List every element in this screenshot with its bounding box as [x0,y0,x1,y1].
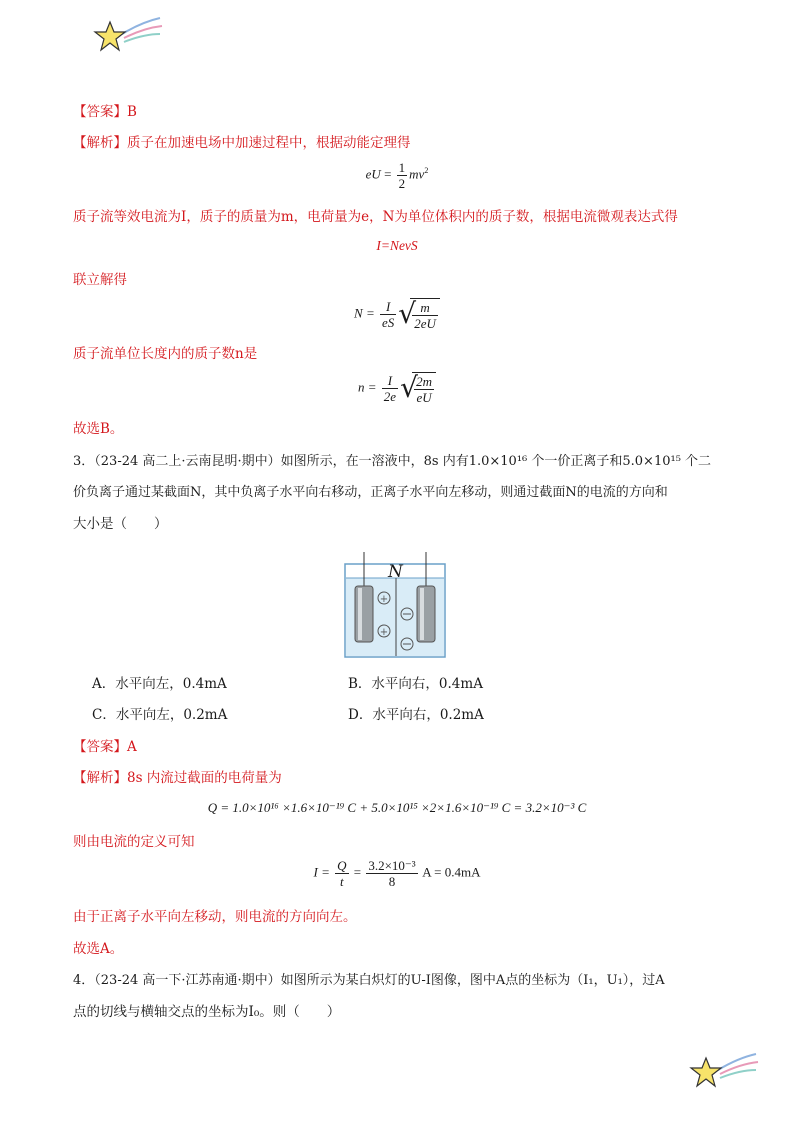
q3-stem-line1: 3．（23-24 高二上·云南昆明·期中）如图所示，在一溶液中，8s 内有1.0×10¹⁶ 个一价正离子和5.0×10¹⁵ 个二 [73,454,712,469]
fraction [335,858,348,889]
answer-tag: 【答案】 [73,104,127,120]
eq-rhs: mv [409,166,425,182]
denominator: eU [416,390,432,405]
numerator: Q [337,858,347,873]
option-A[interactable]: A．水平向左，0.4mA [92,676,227,692]
q3-analysis-direction: 由于正离子水平向左移动，则电流的方向向左。 [73,909,357,925]
denominator: 8 [388,874,396,889]
equation-charge: Q = 1.0×10¹⁶ ×1.6×10⁻¹⁹ C + 5.0×10¹⁵ ×2×1.6×10⁻¹⁹ C = 3.2×10⁻³ C [207,800,587,815]
eq-lhs: eU [365,166,381,182]
numerator: m [412,300,438,316]
numerator: 3.2×10⁻³ [368,858,416,873]
left-electrode [355,586,373,642]
q2-analysis-line3: 联立解得 [73,272,127,288]
q3-analysis-intro [73,768,282,788]
square-root: √ $\frac{2m}{eU}$ [400,372,436,405]
figure-label-N: N [388,562,403,582]
eq-rhs: A = 0.4mA [422,864,481,880]
numerator: I [380,299,396,315]
svg-text:+: + [379,627,389,638]
q2-analysis-line2: 质子流等效电流为I，质子的质量为m，电荷量为e，N为单位体积内的质子数，根据电流微观表达式得 [73,209,678,225]
denominator: eS [382,315,395,330]
q2-answer-line [73,102,137,122]
q3-stem-line2: 价负离子通过某截面N，其中负离子水平向右移动，正离子水平向左移动，则通过截面N的电流的方向和 [73,485,668,500]
q3-stem-line3: 大小是（ ） [73,516,168,532]
answer-value: B [127,104,137,120]
fraction [397,160,408,191]
eq-lhs: n = [358,379,377,395]
eq-lhs: N = [354,305,375,321]
numerator: I [382,373,398,389]
fraction [366,858,417,889]
q2-analysis-line4: 质子流单位长度内的质子数n是 [73,346,258,362]
analysis-tag: 【解析】 [73,770,127,786]
q3-analysis-def: 则由电流的定义可知 [73,834,195,850]
star-decoration-icon [92,14,164,58]
analysis-text: 8s 内流过截面的电荷量为 [127,770,282,786]
right-electrode [417,586,435,642]
fraction [382,373,398,404]
q4-stem-line1: 4．（23-24 高一下·江苏南通·期中）如图所示为某白炽灯的U-I图像，图中A点的坐标为（I₁，U₁），过A [73,973,665,988]
equation-current-micro: I=NevS [376,238,418,253]
answer-tag: 【答案】 [73,739,127,755]
equation-kinetic-energy: eU = $\frac{1}{2}$ $mv^2$ [365,160,429,191]
denominator: 2eU [414,316,436,331]
fraction [380,299,396,330]
q2-analysis-intro [73,133,411,153]
equation-n [0,372,794,405]
analysis-tag: 【解析】 [73,135,127,151]
q3-answer-line [73,737,137,757]
numerator: 2m [416,374,432,389]
option-C[interactable]: C．水平向左，0.2mA [92,707,228,723]
denominator: t [339,874,344,889]
eq-lhs: I = [313,864,330,880]
equation-N [0,298,794,331]
denominator: 2e [383,389,397,404]
q2-conclusion: 故选B。 [73,421,124,437]
q3-conclusion: 故选A。 [73,941,124,957]
square-root: √ $\frac{m}{2eU}$ [398,298,440,331]
analysis-text: 质子在加速电场中加速过程中，根据动能定理得 [127,135,411,151]
option-B[interactable]: B．水平向右，0.4mA [348,676,483,692]
star-decoration-icon [688,1050,760,1094]
answer-value: A [127,739,137,755]
q4-stem-line2: 点的切线与横轴交点的坐标为I₀。则（ ） [73,1004,341,1020]
equation-current: I = $\frac{Q}{t}$ = $\frac{\text{3.2×10⁻³}}{8}$ A = 0.4mA [313,858,481,889]
denominator: 2 [398,176,406,191]
numerator: 1 [398,160,406,175]
svg-text:+: + [379,594,389,605]
option-D[interactable]: D．水平向右，0.2mA [348,707,484,723]
